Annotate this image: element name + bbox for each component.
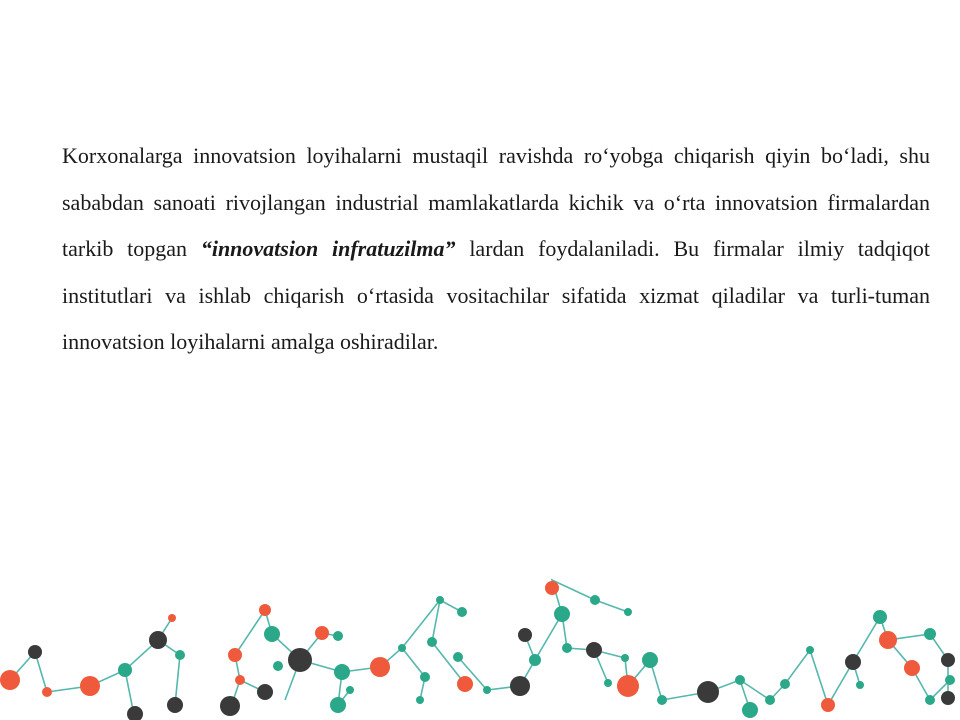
molecule-nodes	[0, 581, 955, 720]
molecular-network-graphic	[0, 560, 960, 720]
body-paragraph	[62, 133, 930, 366]
paragraph-text-end: lardan foydalaniladi. Bu firmalar ilmiy tadqiqot institutlari va ishlab chiqarish o‘rtasida vositachilar sifatida xizmat qiladilar va turli-tuman innovatsion loyihalarni amalga oshiradilar.	[62, 236, 930, 354]
paragraph-emphasis: “innovatsion infratuzilma”	[200, 236, 456, 261]
paragraph-text-start: Korxonalarga innovatsion loyihalarni mustaqil ravishda ro‘yobga chiqarish qiyin bo‘ladi, shu sababdan sanoati rivojlangan industrial mamlakatlarda kichik va o‘rta innovatsion firmalardan tarkib topgan	[62, 143, 930, 261]
